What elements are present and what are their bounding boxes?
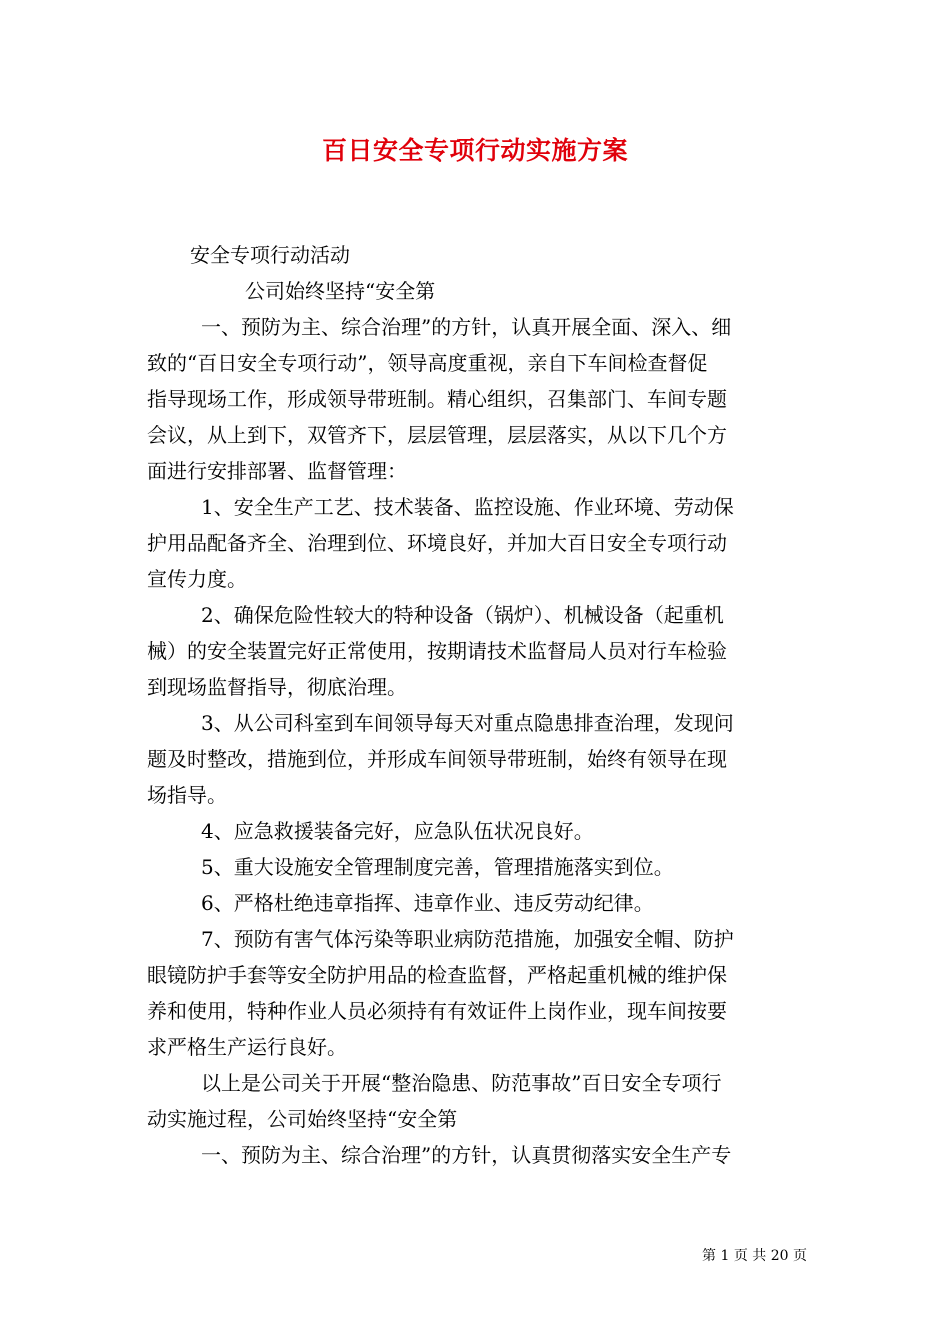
body-line: 5、重大设施安全管理制度完善，管理措施落实到位。 [201, 855, 674, 879]
body-line: 会议，从上到下，双管齐下，层层管理，层层落实，从以下几个方 [147, 423, 727, 447]
body-line: 一、预防为主、综合治理”的方针，认真贯彻落实安全生产专 [201, 1143, 732, 1167]
document-body [147, 240, 807, 1176]
body-line: 场指导。 [147, 783, 227, 807]
body-line: 2、确保危险性较大的特种设备（锅炉）、机械设备（起重机 [201, 603, 724, 627]
body-line: 械）的安全装置完好正常使用，按期请技术监督局人员对行车检验 [147, 639, 727, 663]
body-line: 题及时整改，措施到位，并形成车间领导带班制，始终有领导在现 [147, 747, 727, 771]
body-line: 指导现场工作，形成领导带班制。精心组织，召集部门、车间专题 [147, 387, 727, 411]
body-line: 动实施过程，公司始终坚持“安全第 [147, 1107, 458, 1131]
body-line: 到现场监督指导，彻底治理。 [147, 675, 407, 699]
body-line: 以上是公司关于开展“整治隐患、防范事故”百日安全专项行 [201, 1071, 722, 1095]
document-title: 百日安全专项行动实施方案 [321, 136, 628, 165]
body-line: 求严格生产运行良好。 [147, 1035, 347, 1059]
page-number: 第 1 页 共 20 页 [702, 1248, 807, 1264]
body-line: 宣传力度。 [147, 567, 247, 591]
body-line: 4、应急救援装备完好，应急队伍状况良好。 [201, 819, 594, 843]
body-line: 6、严格杜绝违章指挥、违章作业、违反劳动纪律。 [201, 891, 654, 915]
body-line: 一、预防为主、综合治理”的方针，认真开展全面、深入、细 [201, 315, 732, 339]
body-line: 养和使用，特种作业人员必须持有有效证件上岗作业，现车间按要 [147, 999, 727, 1023]
body-line: 公司始终坚持“安全第 [245, 279, 436, 303]
body-line: 面进行安排部署、监督管理： [147, 459, 407, 483]
body-line: 7、预防有害气体污染等职业病防范措施，加强安全帽、防护 [201, 927, 734, 951]
body-line: 眼镜防护手套等安全防护用品的检查监督，严格起重机械的维护保 [147, 963, 727, 987]
body-line: 护用品配备齐全、治理到位、环境良好，并加大百日安全专项行动 [147, 531, 727, 555]
body-line: 1、安全生产工艺、技术装备、监控设施、作业环境、劳动保 [201, 495, 734, 519]
body-line: 致的“百日安全专项行动”，领导高度重视，亲自下车间检查督促 [147, 351, 708, 375]
body-line: 安全专项行动活动 [190, 243, 350, 267]
body-line: 3、从公司科室到车间领导每天对重点隐患排查治理，发现问 [201, 711, 734, 735]
